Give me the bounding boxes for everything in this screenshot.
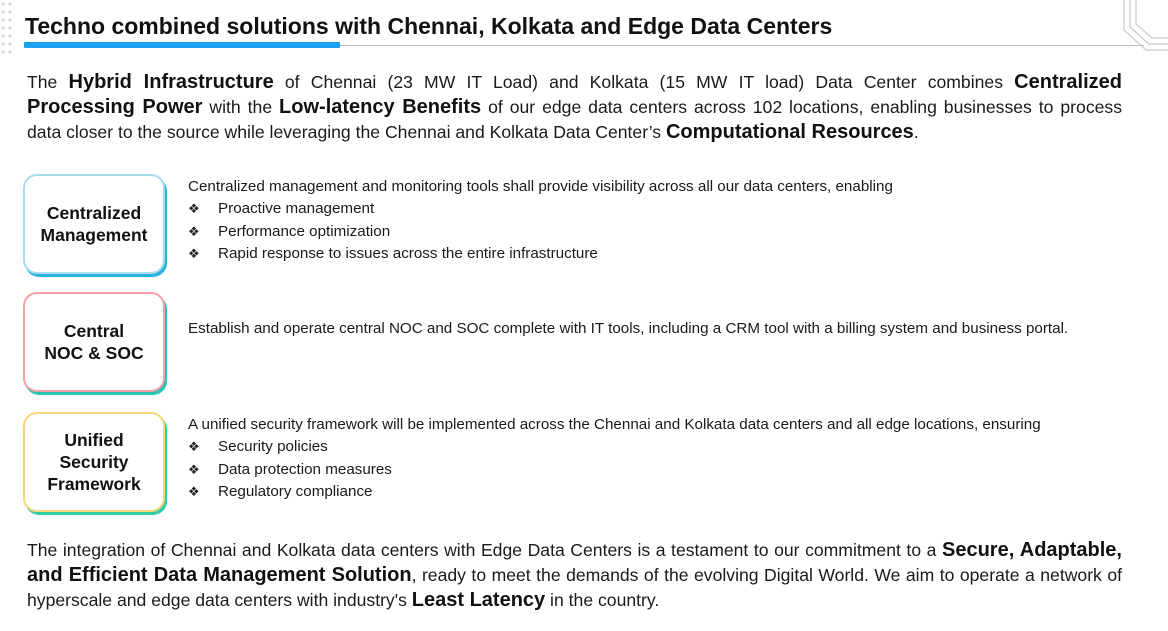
intro-paragraph: The Hybrid Infrastructure of Chennai (23 MW IT Load) and Kolkata (15 MW IT load) Data Center combines Centralized Processing Power with the Low-latency Benefits of our edge data centers across 102 locations, enabling businesses to process data closer to the source while leveraging the Chennai and Kolkata Data Center’s Computational Resources. (27, 71, 1122, 143)
card-label-line: Security (59, 452, 129, 472)
bullet-list (188, 198, 1123, 265)
card-label-line: Central (63, 321, 125, 341)
card-label-line: Framework (47, 474, 141, 494)
unified-security-framework-description (188, 414, 1123, 503)
section-lead-text: Establish and operate central NOC and SOC complete with IT tools, including a CRM tool with a billing system and business portal. (188, 320, 1069, 337)
page-title: Techno combined solutions with Chennai, Kolkata and Edge Data Centers (25, 13, 833, 39)
section-lead-text: A unified security framework will be implemented across the Chennai and Kolkata data centers and all edge locations, ensuring (188, 416, 1041, 433)
centralized-management-card (23, 174, 165, 274)
diamond-bullet-icon: ❖ (188, 439, 200, 455)
bullet-list (188, 436, 1123, 503)
diamond-bullet-icon: ❖ (188, 245, 200, 261)
conclusion-paragraph: The integration of Chennai and Kolkata data centers with Edge Data Centers is a testament to our commitment to a Secure, Adaptable, and Efficient Data Management Solution, ready to meet the demands of the evolving Digital World. We aim to operate a network of hyperscale and edge data centers with industry's Least Latency in the country. (27, 539, 1123, 611)
card-label-line: Management (40, 225, 148, 245)
unified-security-framework-card (23, 412, 165, 512)
title-accent-bar (24, 42, 340, 48)
centralized-management-description (188, 176, 1123, 265)
card-label-line: Unified (64, 430, 124, 450)
diamond-bullet-icon: ❖ (188, 201, 200, 217)
list-item: ❖ Performance optimization (188, 221, 1123, 243)
card-label-line: NOC & SOC (44, 343, 144, 363)
dot-pattern-decoration (0, 0, 14, 60)
diamond-bullet-icon: ❖ (188, 461, 200, 477)
diamond-bullet-icon: ❖ (188, 223, 200, 239)
section-lead-text: Centralized management and monitoring tools shall provide visibility across all our data centers, enabling (188, 178, 893, 195)
central-noc-soc-card (23, 292, 165, 392)
list-item: ❖ Regulatory compliance (188, 481, 1123, 503)
list-item: ❖ Security policies (188, 436, 1123, 458)
list-item: ❖ Proactive management (188, 198, 1123, 220)
central-noc-soc-description (188, 318, 1123, 340)
diamond-bullet-icon: ❖ (188, 483, 200, 499)
list-item: ❖ Data protection measures (188, 459, 1123, 481)
card-label-line: Centralized (46, 203, 142, 223)
list-item: ❖ Rapid response to issues across the entire infrastructure (188, 243, 1123, 265)
